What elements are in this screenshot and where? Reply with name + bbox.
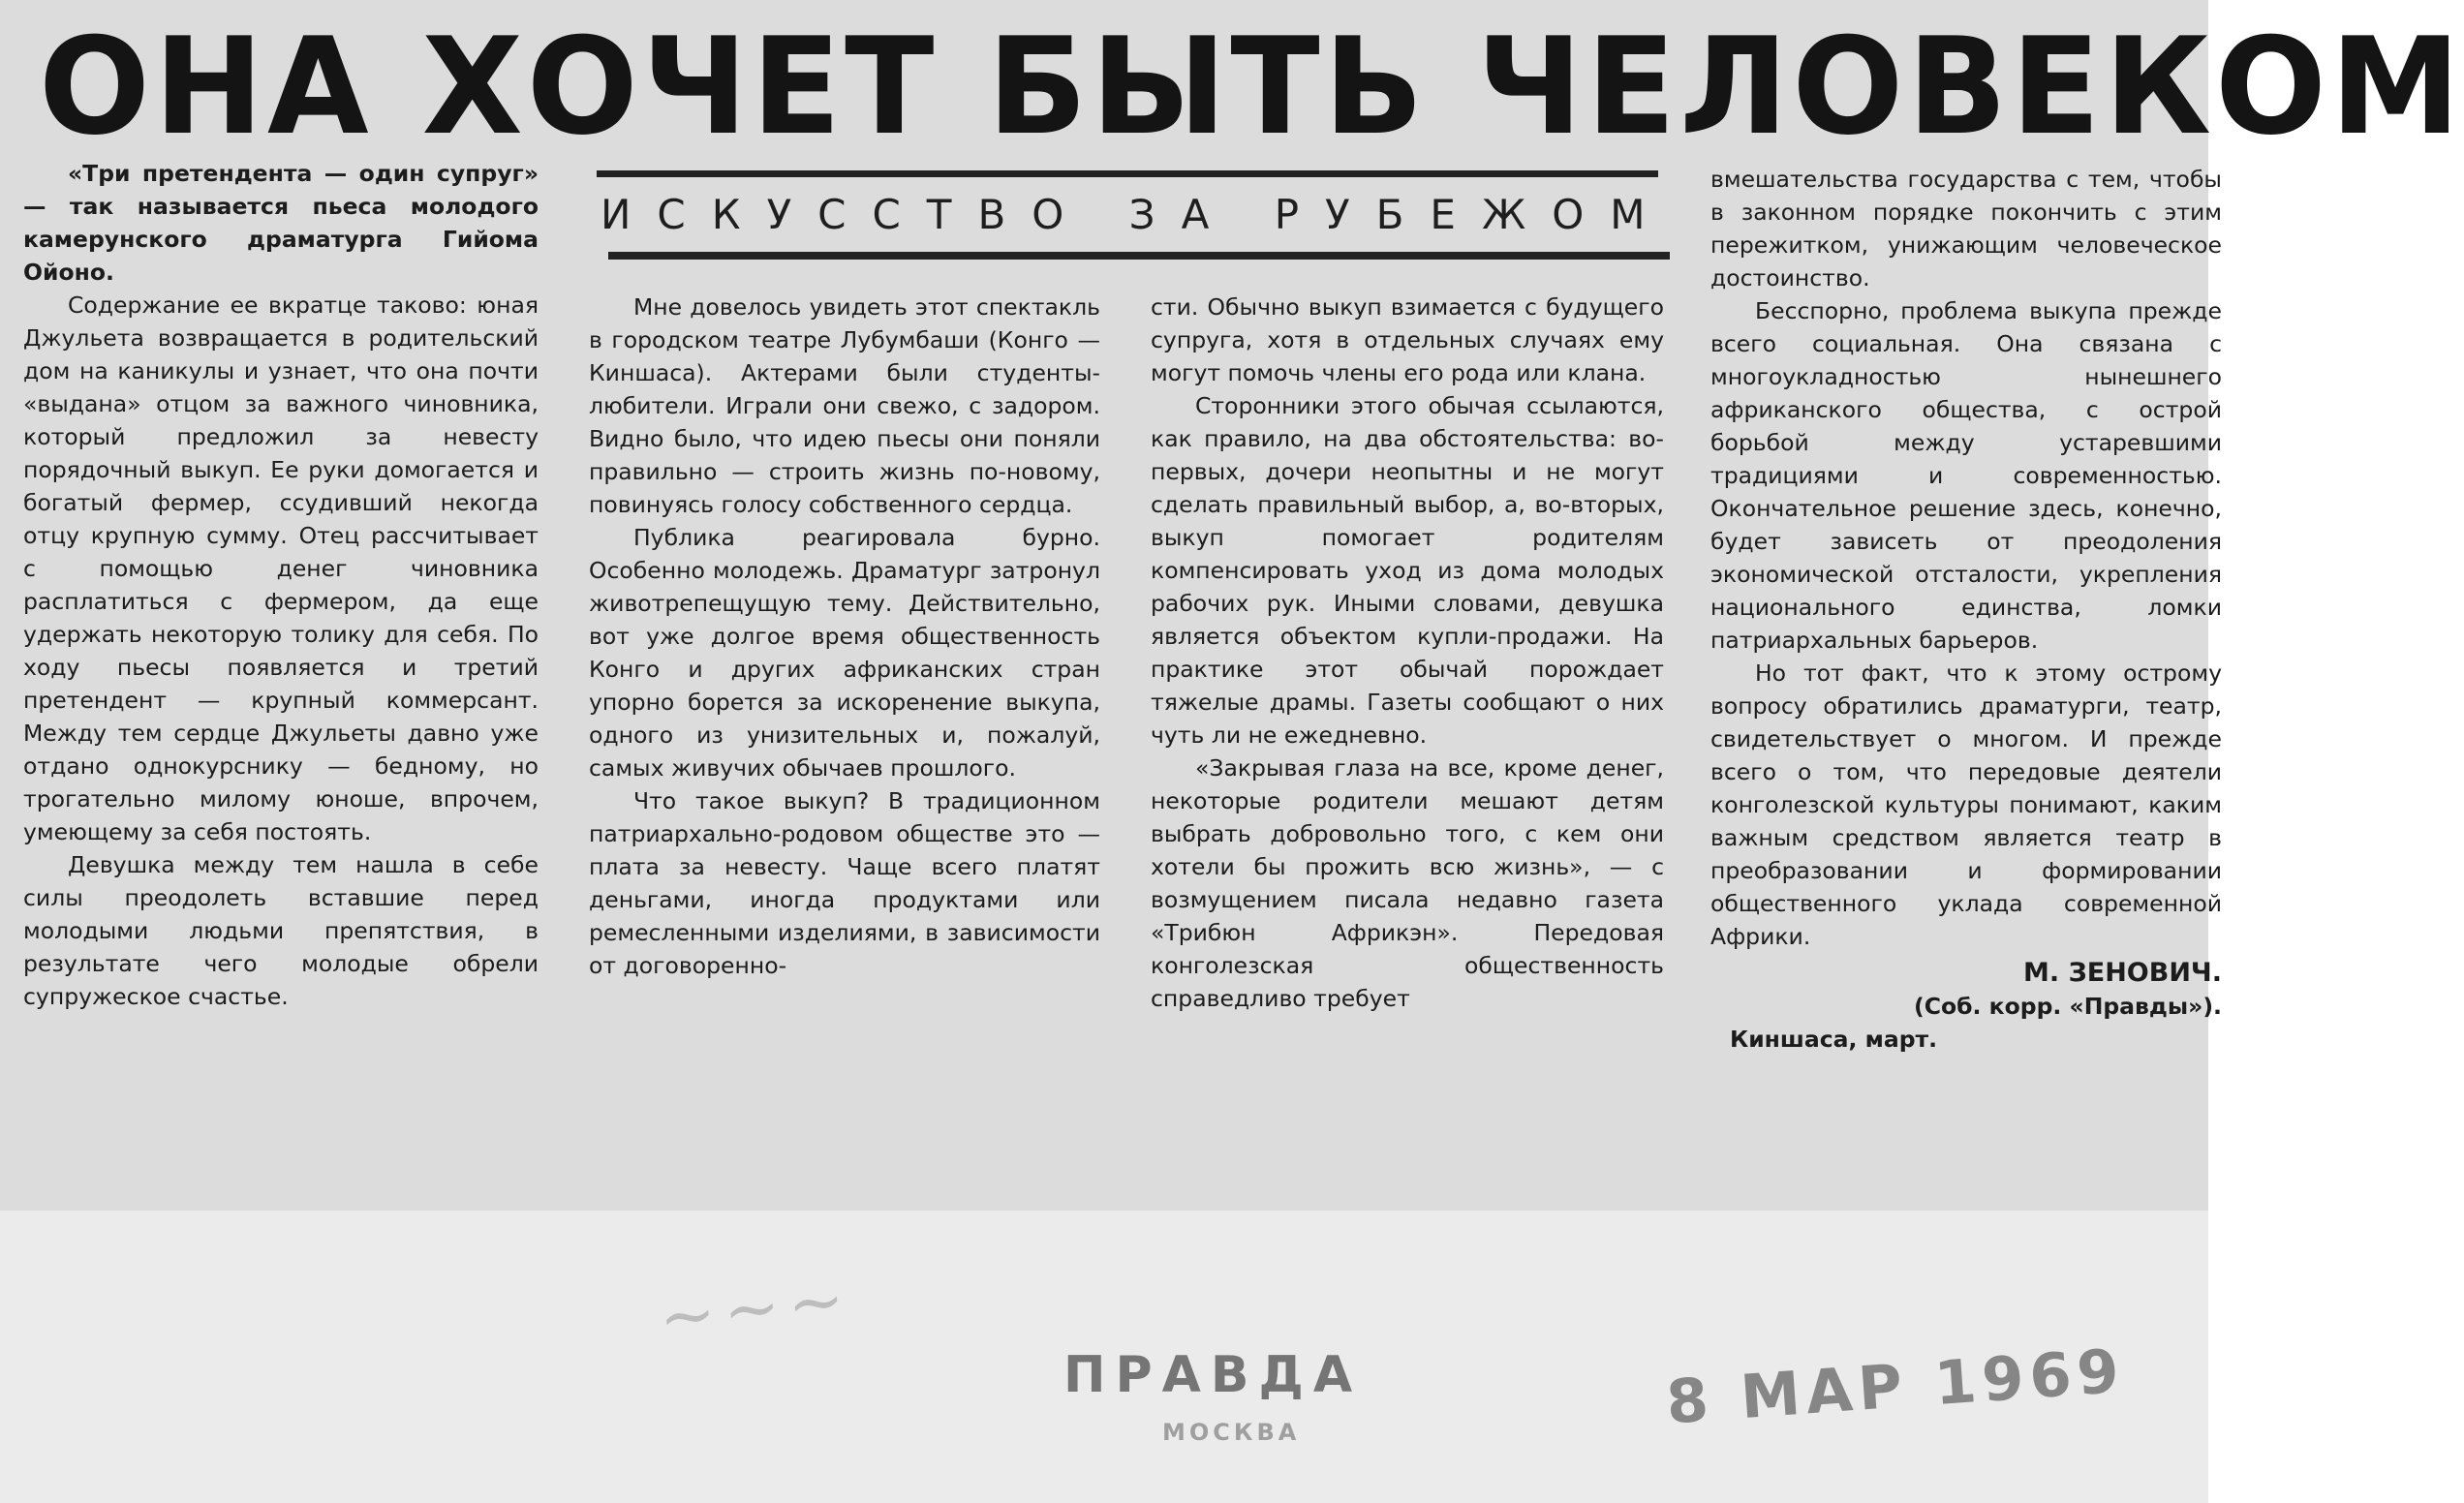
city-stamp: МОСКВА (1162, 1419, 1301, 1446)
article-column-4 (1710, 163, 2222, 1218)
date-stamp: 8 МАР 1969 (1664, 1334, 2127, 1438)
article-column-3 (1151, 291, 1664, 1215)
article-paragraph: Бесспорно, проблема выкупа прежде всего социальная. Она связана с многоукладностью нынешнего африканского общества, с острой борьбой между устаревшими традициями и современностью. Окончательное решение здесь, конечно, будет зависеть от преодоления экономической отсталости, укрепления национального единства, ломки патриархальных барьеров. (1710, 297, 2222, 654)
author-role: (Соб. корр. «Правды»). (1914, 993, 2222, 1020)
dateline: Киншаса, март. (1730, 1026, 1938, 1053)
article-paragraph: Что такое выкуп? В традиционном патриархально-родовом обществе это — плата за невесту. Чаще всего платят деньгами, иногда продуктами или ремесленными изделиями, в зависимости от договоренно- (589, 787, 1100, 979)
article-column-2 (589, 291, 1100, 1215)
article-paragraph: Сторонники этого обычая ссылаются, как правило, на два обстоятельства: во-первых, дочери неопытны и не могут сделать правильный выбор, а, во-вторых, выкуп помогает родителям компенсировать уход из дома молодых рабочих рук. Иными словами, девушка является объектом купли-продажи. На практике этот обычай порождает тяжелые драмы. Газеты сообщают о них чуть ли не ежедневно. (1151, 392, 1664, 749)
article-headline: ОНА ХОЧЕТ БЫТЬ ЧЕЛОВЕКОМ (39, 9, 2464, 165)
article-paragraph: Публика реагировала бурно. Особенно молодежь. Драматург затронул животрепещущую тему. Действительно, вот уже долгое время общественность Конго и других африканских стран упорно борется за искоренение выкупа, одного из унизительных и, пожалуй, самых живучих обычаев прошлого. (589, 524, 1100, 782)
article-paragraph: Но тот факт, что к этому острому вопросу обратились драматурги, театр, свидетельствует о многом. И прежде всего о том, что передовые деятели конголезской культуры понимают, каким важным средством является театр в преобразовании и формировании общественного уклада современной Африки. (1710, 659, 2222, 950)
rubric-rule-bottom (608, 252, 1670, 260)
article-lead: «Три претендента — один супруг» — так называется пьеса молодого камерунского драматурга Гийома Ойоно. (23, 160, 539, 286)
article-paragraph: Содержание ее вкратце таково: юная Джульета возвращается в родительский дом на каникулы и узнает, что она почти «выдана» отцом за важного чиновника, который предложил за невесту порядочный выкуп. Ее руки домогается и богатый фермер, ссудивший некогда отцу крупную сумму. Отец рассчитывает с помощью денег чиновника расплатиться с фермером, да еще удержать некоторую толику для себя. По ходу пьесы появляется и третий претендент — крупный коммерсант. Между тем сердце Джульеты давно уже отдано однокурснику — бедному, но трогательно милому юноше, впрочем, умеющему за себя постоять. (23, 291, 539, 845)
author-name: М. ЗЕНОВИЧ. (2023, 958, 2222, 988)
article-paragraph: Мне довелось увидеть этот спектакль в городском театре Лубумбаши (Конго — Киншаса). Актерами были студенты-любители. Играли они свежо, с задором. Видно было, что идею пьесы они поняли правильно — строить жизнь по-новому, повинуясь голосу собственного сердца. (589, 293, 1100, 518)
rubric-rule-top (597, 170, 1658, 177)
article-paragraph: сти. Обычно выкуп взимается с будущего супруга, хотя в отдельных случаях ему могут помочь члены его рода или клана. (1151, 293, 1664, 386)
article-paragraph: «Закрывая глаза на все, кроме денег, некоторые родители мешают детям выбрать добровольно того, с кем они хотели бы прожить всю жизнь», — с возмущением писала недавно газета «Трибюн Африкэн». Передовая конголезская общественность справедливо требует (1151, 754, 1664, 1012)
newspaper-stamp: ПРАВДА (1063, 1346, 1363, 1404)
pencil-mark-icon: ~~~ (655, 1258, 856, 1359)
article-paragraph: вмешательства государства с тем, чтобы в законном порядке покончить с этим пережитком, унижающим человеческое достоинство. (1710, 166, 2222, 291)
article-column-1 (23, 157, 539, 1217)
rubric-title: ИСКУССТВО ЗА РУБЕЖОМ (601, 191, 1672, 238)
article-paragraph: Девушка между тем нашла в себе силы преодолеть вставшие перед молодыми людьми препятствия, в результате чего молодые обрели супружеское счастье. (23, 851, 539, 1010)
